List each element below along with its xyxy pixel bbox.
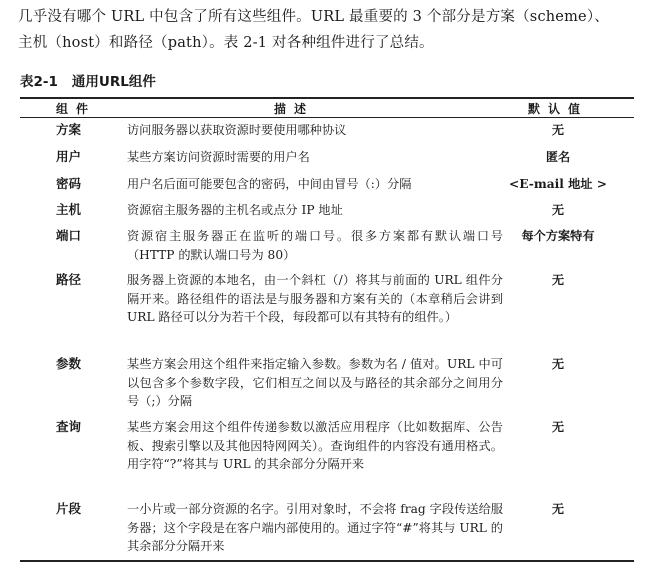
header-default: 默认值 xyxy=(528,102,589,116)
intro-line-1: 几乎没有哪个 URL 中包含了所有这些组件。URL 最重要的 3 个部分是方案（scheme）、 xyxy=(18,9,609,25)
row-name: 主机 xyxy=(56,202,82,217)
header-name: 组件 xyxy=(56,102,97,116)
row-description: 服务器上资源的本地名，由一个斜杠（/）将其与前面的 URL 组件分隔开来。路径组件的语法是与服务器和方案有关的（本章稍后会讲到 URL 路径可以分为若干个段，每段都可以有其特有的组件。） xyxy=(127,273,503,325)
table-caption-number: 表2-1 xyxy=(20,74,58,90)
row-default: 无 xyxy=(551,123,565,137)
header-description: 描述 xyxy=(274,102,315,116)
table-caption-title: 通用URL组件 xyxy=(71,74,156,90)
row-default: 无 xyxy=(551,273,565,287)
row-description: 资源宿主服务器正在监听的端口号。很多方案都有默认端口号（HTTP 的默认端口号为 80） xyxy=(127,229,503,262)
row-name: 端口 xyxy=(56,228,82,243)
row-name: 参数 xyxy=(56,356,82,371)
table-header xyxy=(20,98,634,117)
row-description: 某些方案会用这个组件来指定输入参数。参数为名 / 值对。URL 中可以包含多个参数字段，它们相互之间以及与路径的其余部分之间用分号（;）分隔 xyxy=(127,357,503,409)
row-description: 资源宿主服务器的主机名或点分 IP 地址 xyxy=(127,203,343,217)
row-default: 无 xyxy=(551,203,565,217)
intro-paragraph xyxy=(18,4,658,56)
row-name: 密码 xyxy=(56,176,82,191)
row-name: 方案 xyxy=(56,122,82,137)
row-description: 某些方案访问资源时需要的用户名 xyxy=(127,150,310,164)
row-default: 无 xyxy=(551,357,565,371)
row-description: 用户名后面可能要包含的密码，中间由冒号（:）分隔 xyxy=(127,177,412,191)
row-default: <E-mail 地址 > xyxy=(509,177,607,191)
row-default: 每个方案特有 xyxy=(521,229,595,243)
table-caption xyxy=(20,70,156,90)
table-header-rule xyxy=(20,117,634,118)
row-name: 路径 xyxy=(56,272,82,287)
row-description: 某些方案会用这个组件传递参数以激活应用程序（比如数据库、公告板、搜索引擎以及其他因特网网关）。查询组件的内容没有通用格式。用字符“?”将其与 URL 的其余部分分隔开来 xyxy=(127,420,503,472)
row-description: 一小片或一部分资源的名字。引用对象时，不会将 frag 字段传送给服务器；这个字段是在客户端内部使用的。通过字符“#”将其与 URL 的其余部分分隔开来 xyxy=(127,502,503,554)
row-default: 无 xyxy=(551,420,565,434)
row-name: 用户 xyxy=(56,149,82,164)
intro-line-2: 主机（host）和路径（path）。表 2-1 对各种组件进行了总结。 xyxy=(18,35,434,51)
row-description: 访问服务器以获取资源时要使用哪种协议 xyxy=(127,123,347,137)
row-default: 匿名 xyxy=(545,150,571,164)
row-name: 查询 xyxy=(56,419,82,434)
row-name: 片段 xyxy=(56,501,82,516)
table-bottom-rule xyxy=(20,560,634,562)
row-default: 无 xyxy=(551,502,565,516)
